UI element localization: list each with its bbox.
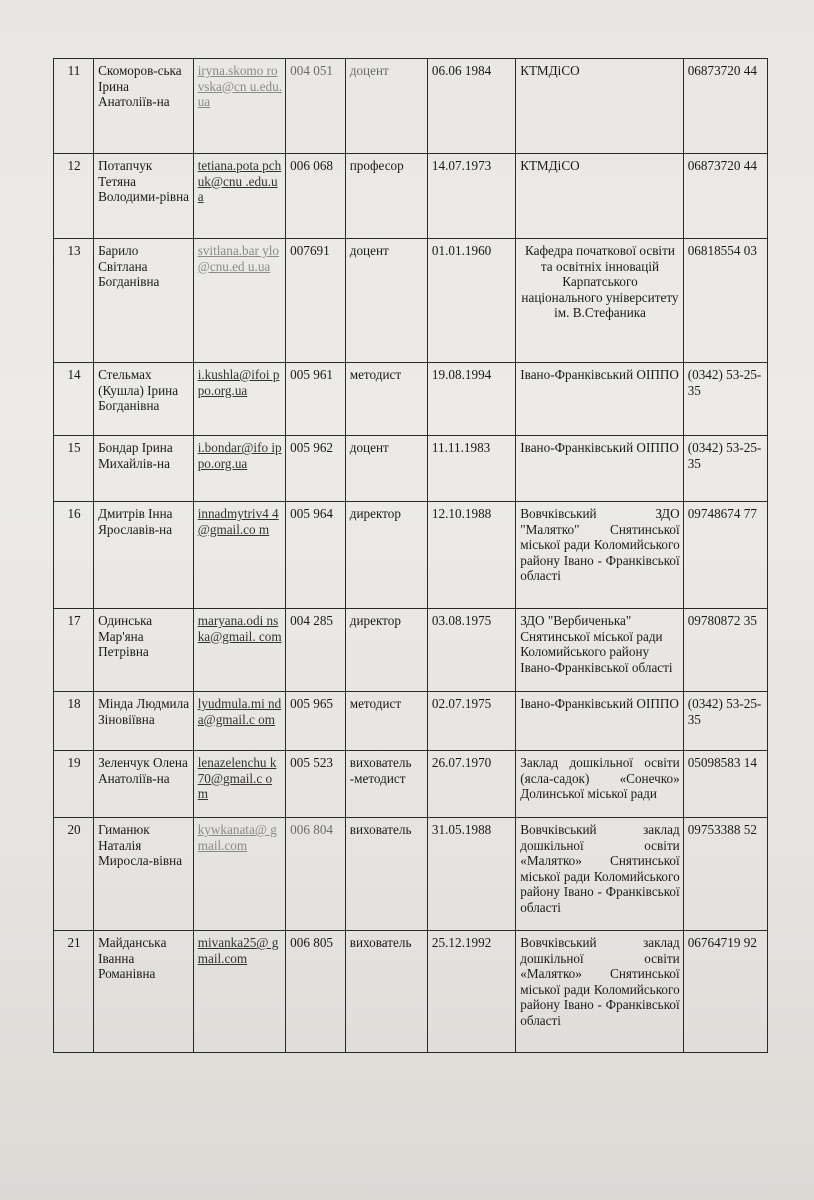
email-cell: kywkanata@ gmail.com [193,818,285,931]
phone-cell: 05098583 14 [683,751,767,818]
table-row [54,154,768,239]
table-row [54,59,768,154]
phone-cell: (0342) 53-25-35 [683,692,767,751]
email-cell: innadmytriv4 4@gmail.co m [193,502,285,609]
table-row [54,692,768,751]
email-cell: maryana.odi nska@gmail. com [193,609,285,692]
email-cell: tetiana.pota pchuk@cnu .edu.ua [193,154,285,239]
birth-date-cell: 25.12.1992 [427,931,515,1053]
person-name: Дмитрів Інна Ярославів-на [94,502,194,609]
email-cell: svitlana.bar ylo@cnu.ed u.ua [193,239,285,363]
person-name: Скоморов-ська Ірина Анатоліїв-на [94,59,194,154]
person-name: Бондар Ірина Михайлів-на [94,436,194,502]
table-row [54,502,768,609]
code-cell: 005 523 [286,751,346,818]
code-cell: 004 051 [286,59,346,154]
email-cell: lyudmula.mi nda@gmail.c om [193,692,285,751]
birth-date-cell: 31.05.1988 [427,818,515,931]
phone-cell: 09753388 52 [683,818,767,931]
row-number: 13 [54,239,94,363]
code-cell: 007691 [286,239,346,363]
participants-table [53,58,768,1053]
organization-cell: Вовчківський заклад дошкільної освіти «Малятко» Снятинської міської ради Коломийського району Івано - Франківської області [516,818,683,931]
table-row [54,436,768,502]
code-cell: 006 068 [286,154,346,239]
phone-cell: (0342) 53-25-35 [683,436,767,502]
phone-cell: (0342) 53-25-35 [683,363,767,436]
phone-cell: 06764719 92 [683,931,767,1053]
code-cell: 005 962 [286,436,346,502]
table-row [54,239,768,363]
table-row [54,609,768,692]
code-cell: 004 285 [286,609,346,692]
person-name: Стельмах (Кушла) Ірина Богданівна [94,363,194,436]
person-name: Одинська Мар'яна Петрівна [94,609,194,692]
birth-date-cell: 01.01.1960 [427,239,515,363]
email-cell: lenazelenchu k70@gmail.c om [193,751,285,818]
phone-cell: 09780872 35 [683,609,767,692]
code-cell: 006 805 [286,931,346,1053]
row-number: 21 [54,931,94,1053]
email-cell: mivanka25@ gmail.com [193,931,285,1053]
row-number: 18 [54,692,94,751]
person-name: Майданськa Іванна Романівна [94,931,194,1053]
organization-cell: Івано-Франківський ОІППО [516,692,683,751]
organization-cell: Кафедра початкової освіти та освітніх інновацій Карпатського національного університету ім. В.Стефаника [516,239,683,363]
organization-cell: Вовчківський заклад дошкільної освіти «Малятко» Снятинської міської ради Коломийського району Івано - Франківської області [516,931,683,1053]
position-cell: директор [345,502,427,609]
code-cell: 005 964 [286,502,346,609]
birth-date-cell: 11.11.1983 [427,436,515,502]
position-cell: вихователь [345,931,427,1053]
row-number: 12 [54,154,94,239]
position-cell: доцент [345,239,427,363]
code-cell: 005 961 [286,363,346,436]
birth-date-cell: 03.08.1975 [427,609,515,692]
position-cell: професор [345,154,427,239]
email-cell: i.kushla@ifoi ppo.org.ua [193,363,285,436]
person-name: Потапчук Тетяна Володими-рівна [94,154,194,239]
email-cell: i.bondar@ifo ippo.org.ua [193,436,285,502]
code-cell: 006 804 [286,818,346,931]
table-row [54,818,768,931]
birth-date-cell: 12.10.1988 [427,502,515,609]
phone-cell: 06873720 44 [683,154,767,239]
code-cell: 005 965 [286,692,346,751]
email-cell: iryna.skomo rovska@cn u.edu.ua [193,59,285,154]
position-cell: доцент [345,59,427,154]
position-cell: вихователь -методист [345,751,427,818]
row-number: 16 [54,502,94,609]
row-number: 17 [54,609,94,692]
position-cell: методист [345,363,427,436]
organization-cell: ЗДО "Вербиченька" Снятинської міської ради Коломийського району Івано-Франківської області [516,609,683,692]
organization-cell: Вовчківський ЗДО "Малятко" Снятинської міської ради Коломийського району Івано - Франківської області [516,502,683,609]
row-number: 20 [54,818,94,931]
phone-cell: 06873720 44 [683,59,767,154]
position-cell: методист [345,692,427,751]
person-name: Зеленчук Олена Анатоліїв-на [94,751,194,818]
birth-date-cell: 19.08.1994 [427,363,515,436]
organization-cell: КТМДіСО [516,59,683,154]
row-number: 19 [54,751,94,818]
phone-cell: 06818554 03 [683,239,767,363]
phone-cell: 09748674 77 [683,502,767,609]
organization-cell: Івано-Франківський ОІППО [516,436,683,502]
birth-date-cell: 14.07.1973 [427,154,515,239]
table-row [54,931,768,1053]
position-cell: доцент [345,436,427,502]
table-row [54,751,768,818]
row-number: 15 [54,436,94,502]
birth-date-cell: 26.07.1970 [427,751,515,818]
person-name: Барило Світлана Богданівна [94,239,194,363]
organization-cell: Івано-Франківський ОІППО [516,363,683,436]
table-row [54,363,768,436]
organization-cell: Заклад дошкільної освіти (ясла-садок) «Сонечко» Долинської міської ради [516,751,683,818]
person-name: Мінда Людмила Зіновіївна [94,692,194,751]
birth-date-cell: 06.06 1984 [427,59,515,154]
birth-date-cell: 02.07.1975 [427,692,515,751]
position-cell: директор [345,609,427,692]
row-number: 11 [54,59,94,154]
position-cell: вихователь [345,818,427,931]
organization-cell: КТМДіСО [516,154,683,239]
row-number: 14 [54,363,94,436]
person-name: Гиманюк Наталія Мирослa-вівна [94,818,194,931]
